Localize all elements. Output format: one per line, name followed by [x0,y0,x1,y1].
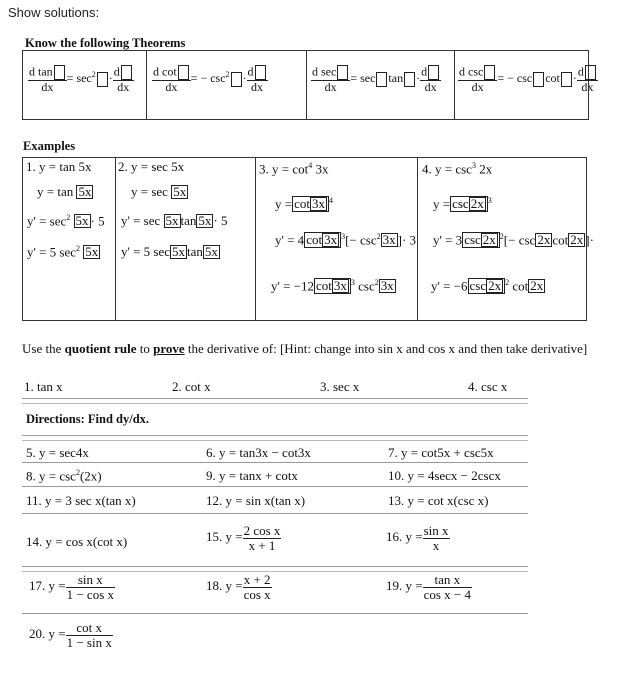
divider [22,403,528,404]
problem-16: 16. y = $\frac{\text{sin x}}{x}$ [386,523,449,553]
problem-15: 15. y = $\frac{\text{2 cos x}}{x + 1}$ [206,523,281,553]
divider [22,435,528,436]
problem-13: 13. y = cot x(csc x) [388,493,489,508]
show-solutions-label[interactable]: Show solutions: [8,5,100,20]
theorem-sec: $\frac{\text{d sec}}{dx}$ = sec tan · $\frac{d}{dx}$ [306,51,455,119]
quotient-item-2: 2. cot x [172,379,211,394]
quotient-instructions: Use the quotient rule to prove the derivative of: [Hint: change into sin x and cos x and then take derivative] [22,341,588,356]
example-3: 3. $y = \cot^4 3x$ y = cot 3x $^4$ y' = 4 cot 3x $^3[- \csc^2 3x$ ]· 3 y' = −12 cot 3x $^3$ $\csc^2 3x$ [255,158,418,320]
problem-17: 17. y = $\frac{\text{sin x}}{\text{1 − cos x}}$ [29,572,115,602]
quotient-item-3: 3. sec x [320,379,360,394]
directions-title: Directions: Find dy/dx. [26,412,150,426]
problem-10: 10. y = 4secx − 2cscx [388,468,501,483]
divider [22,513,528,514]
problem-8: 8. $y = \csc^2(2x)$ [26,468,102,484]
problem-19: 19. y = $\frac{\text{tan x}}{\text{cos x − 4}}$ [386,572,472,602]
theorems-title: Know the following Theorems [25,36,186,50]
divider [22,440,528,441]
theorem-csc: $\frac{\text{d csc}}{dx}$ = − csc cot · $\frac{d}{dx}$ [454,51,588,119]
problem-11: 11. y = 3 sec x(tan x) [26,493,136,508]
divider [22,486,528,487]
problem-7: 7. y = cot5x + csc5x [388,445,494,460]
example-2: 2. y = sec 5x y = sec 5x y' = sec 5x tan 5x · 5 y' = 5 sec 5x tan 5x [115,158,256,320]
example-4: 4. $y = \csc^3 2x$ y = csc 2x $^3$ y' = 3 csc 2x $^2$[− csc 2x cot 2x ]· y' = −6 csc 2x $^2$ cot 2x [422,161,594,294]
divider [22,398,528,399]
divider [22,462,528,463]
examples-table [22,157,594,321]
problem-9: 9. y = tanx + cotx [206,468,298,483]
divider [22,566,528,567]
quotient-item-1: 1. tan x [24,379,63,394]
problem-6: 6. y = tan3x − cot3x [206,445,311,460]
divider [22,613,528,614]
examples-title: Examples [23,139,76,153]
quotient-item-4: 4. csc x [468,379,508,394]
problem-5: 5. y = sec4x [26,445,89,460]
theorems-table [22,50,594,120]
problem-14: 14. y = cos x(cot x) [26,534,128,549]
theorem-tan: $\frac{\text{d tan}}{dx}$ = $\sec^2$ · $\frac{d}{dx}$ [23,51,147,119]
problem-18: 18. y = $\frac{x + 2}{\text{cos x}}$ [206,572,271,602]
problem-12: 12. y = sin x(tan x) [206,493,306,508]
theorem-cot: $\frac{\text{d cot}}{dx}$ = − $\csc^2$ · $\frac{d}{dx}$ [146,51,307,119]
example-1: 1. y = tan 5x y = tan 5x $y' = \sec^2 5x \cdot 5$ y' = 5 $\sec^2 5x$ [23,158,116,320]
problem-20: 20. y = $\frac{\text{cot x}}{\text{1 − sin x}}$ [29,620,112,650]
